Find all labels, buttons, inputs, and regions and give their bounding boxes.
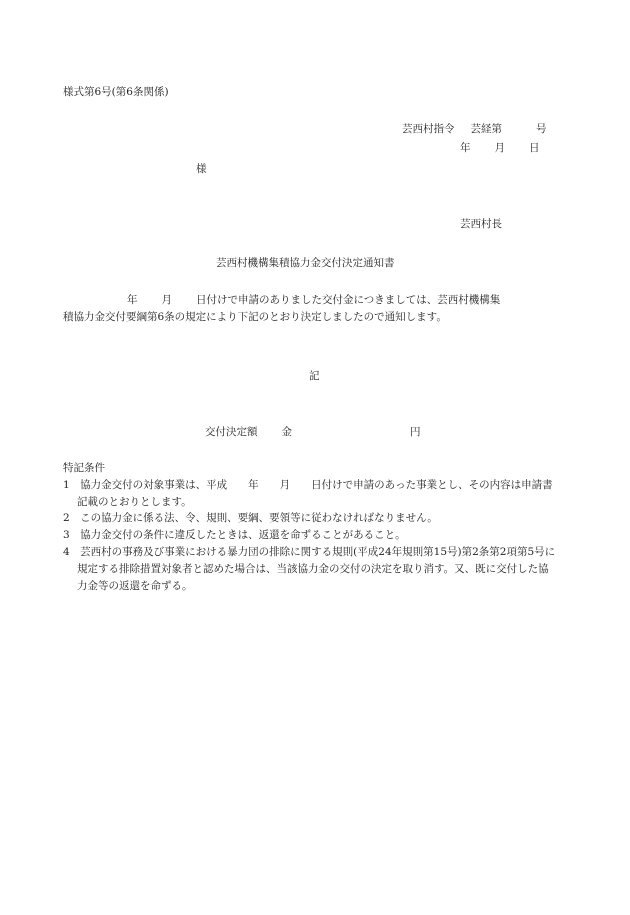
amount-kin: 金 <box>281 426 292 438</box>
date-day: 日 <box>529 142 540 154</box>
sender-name: 芸西村長 <box>460 218 502 230</box>
document-title: 芸西村機構集積協力金交付決定通知書 <box>216 257 395 269</box>
notice-body <box>63 292 556 326</box>
body-text-line-1: 日付けで申請のありました交付金につきましては、芸西村機構集 <box>196 294 501 306</box>
ki-heading: 記 <box>309 370 320 382</box>
issuer-label: 芸西村指令 <box>402 123 455 135</box>
condition-item: 1 協力金交付の対象事業は、平成 年 月 日付けで申請のあった事業とし、その内容は申請書記載のとおりとします。 <box>63 478 553 508</box>
conditions-heading: 特記条件 <box>63 462 105 474</box>
series-suffix: 号 <box>536 123 547 135</box>
condition-item: 2 この協力金に係る法、令、規則、要綱、要領等に従わなければなりません。 <box>63 512 438 525</box>
issue-date <box>460 140 540 157</box>
series-label: 芸経第 <box>470 123 502 135</box>
notice-body-line-1 <box>63 292 556 309</box>
date-year: 年 <box>460 142 471 154</box>
body-year: 年 <box>127 294 138 306</box>
condition-item: 3 協力金交付の条件に違反したときは、返還を命ずることがあること。 <box>63 529 406 542</box>
body-text-line-2: 積協力金交付要綱第6条の規定により下記のとおり決定しましたので通知します。 <box>63 310 447 323</box>
reference-number <box>402 121 547 138</box>
amount-label: 交付決定額 <box>205 426 258 438</box>
body-month: 月 <box>161 294 172 306</box>
special-conditions <box>63 460 556 594</box>
condition-item: 4 芸西村の事務及び事業における暴力団の排除に関する規則(平成24年規則第15号)第2条第2項第5号に規定する排除措置対象者と認めた場合は、当該協力金の交付の決定を取り消す。又、既に交付した協力金等の返還を命ずる。 <box>63 545 556 592</box>
date-month: 月 <box>494 142 505 154</box>
amount-yen: 円 <box>410 426 421 438</box>
grant-amount <box>205 424 421 441</box>
addressee-suffix: 様 <box>196 163 207 175</box>
form-number: 様式第6号(第6条関係) <box>63 86 169 98</box>
